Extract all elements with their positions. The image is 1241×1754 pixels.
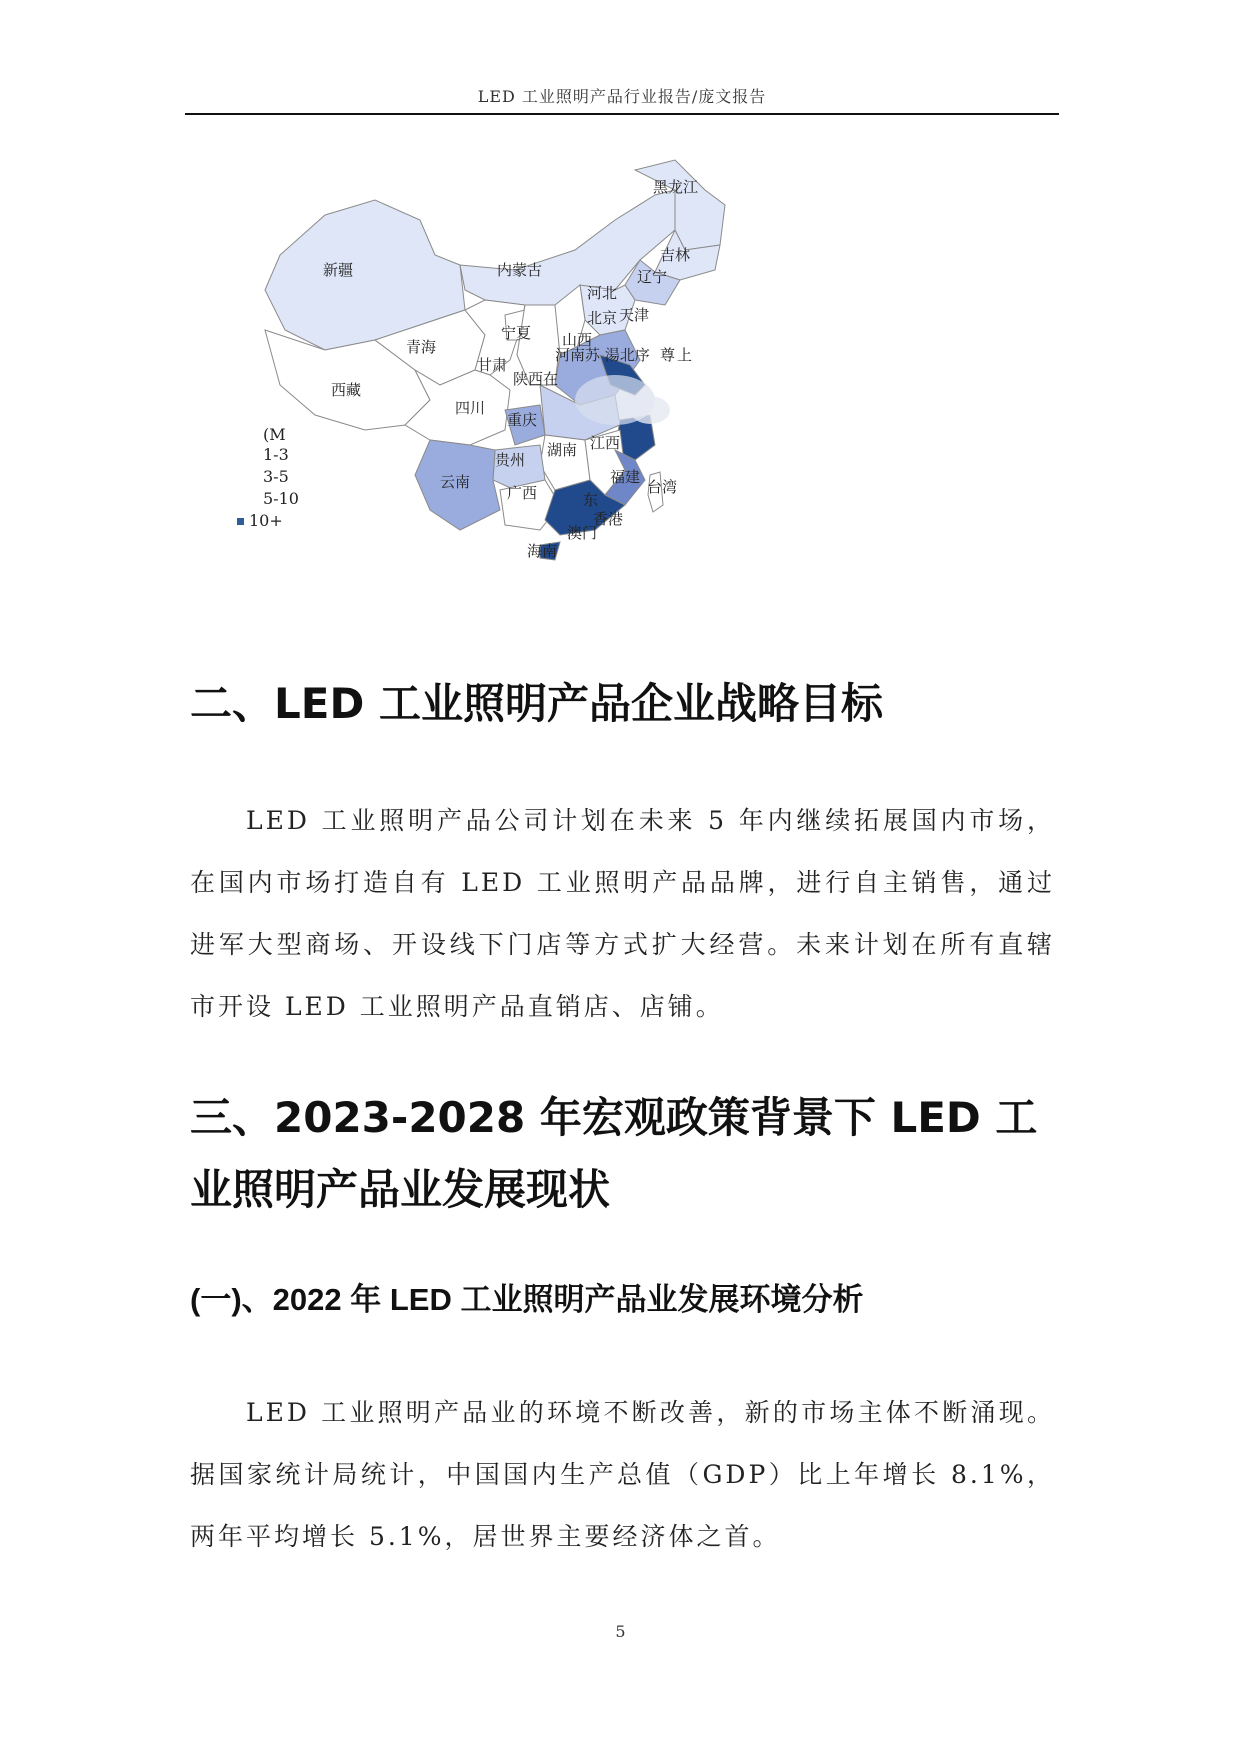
label-zun: 尊 — [660, 346, 676, 364]
legend-item-3: 5-10 — [263, 489, 299, 508]
label-fujian: 福建 — [610, 468, 641, 486]
section-3-paragraph: LED 工业照明产品业的环境不断改善，新的市场主体不断涌现。据国家统计局统计，中国国内生产总值（GDP）比上年增长 8.1%，两年平均增长 5.1%，居世界主要经济体之首。 — [190, 1398, 1055, 1551]
label-aomen: 澳门 — [567, 524, 598, 542]
label-heilongjiang: 黑龙江 — [653, 178, 699, 196]
section-3-heading: 三、2023-2028 年宏观政策背景下 LED 工业照明产品业发展现状 — [190, 1093, 1038, 1214]
label-jiangxi: 江西 — [590, 434, 621, 452]
label-xianggang: 香港 — [593, 510, 624, 528]
label-xizang: 西藏 — [331, 381, 362, 399]
legend-item-4: 10+ — [249, 511, 283, 530]
label-tianjin: 天津 — [619, 306, 650, 324]
label-shanxi: 山西 — [562, 331, 593, 349]
section-3-subheading: (一)、2022 年 LED 工业照明产品业发展环境分析 — [190, 1282, 864, 1317]
label-chongqing: 重庆 — [507, 411, 538, 429]
label-yunnan: 云南 — [440, 473, 471, 491]
legend-item-1: 1-3 — [263, 445, 289, 464]
label-gansu: 甘肃 — [477, 356, 508, 374]
label-sichuan: 四川 — [455, 399, 486, 417]
header-divider — [185, 113, 1059, 115]
label-henan-row: 河南苏 湯北序 — [555, 346, 650, 364]
label-hunan: 湖南 — [547, 441, 578, 459]
section-2-paragraph: LED 工业照明产品公司计划在未来 5 年内继续拓展国内市场，在国内市场打造自有 LED 工业照明产品品牌，进行自主销售，通过进军大型商场、开设线下门店等方式扩大经营。未来计划在所有直辖市开设 LED 工业照明产品直销店、店铺。 — [190, 806, 1055, 1021]
legend-swatch-10plus — [237, 518, 244, 525]
label-qinghai: 青海 — [406, 338, 437, 356]
label-taiwan: 台湾 — [647, 478, 678, 496]
label-shaanxi: 陕西在 — [513, 370, 559, 388]
label-hainan: 海南 — [527, 542, 558, 560]
label-ningxia: 宁夏 — [501, 324, 532, 342]
legend-item-2: 3-5 — [263, 467, 289, 486]
label-guangdong: 东 — [583, 491, 599, 509]
label-jilin: 吉林 — [660, 246, 691, 264]
label-hebei: 河北 — [587, 284, 618, 302]
page-number: 5 — [615, 1622, 626, 1641]
section-2-heading: 二、LED 工业照明产品企业战略目标 — [190, 679, 883, 728]
label-neimenggu: 内蒙古 — [497, 261, 543, 279]
label-xinjiang: 新疆 — [323, 261, 354, 279]
legend-title: (M — [263, 425, 286, 444]
label-beijing: 北京 — [587, 309, 618, 327]
label-guangxi: 广西 — [507, 484, 538, 502]
label-guizhou: 贵州 — [495, 451, 526, 469]
label-shang: 上 — [677, 346, 693, 364]
label-liaoning: 辽宁 — [637, 268, 668, 286]
china-province-map — [249, 160, 835, 640]
running-header: LED 工业照明产品行业报告/庞文报告 — [477, 87, 767, 106]
blur-patch-east2 — [630, 396, 670, 424]
